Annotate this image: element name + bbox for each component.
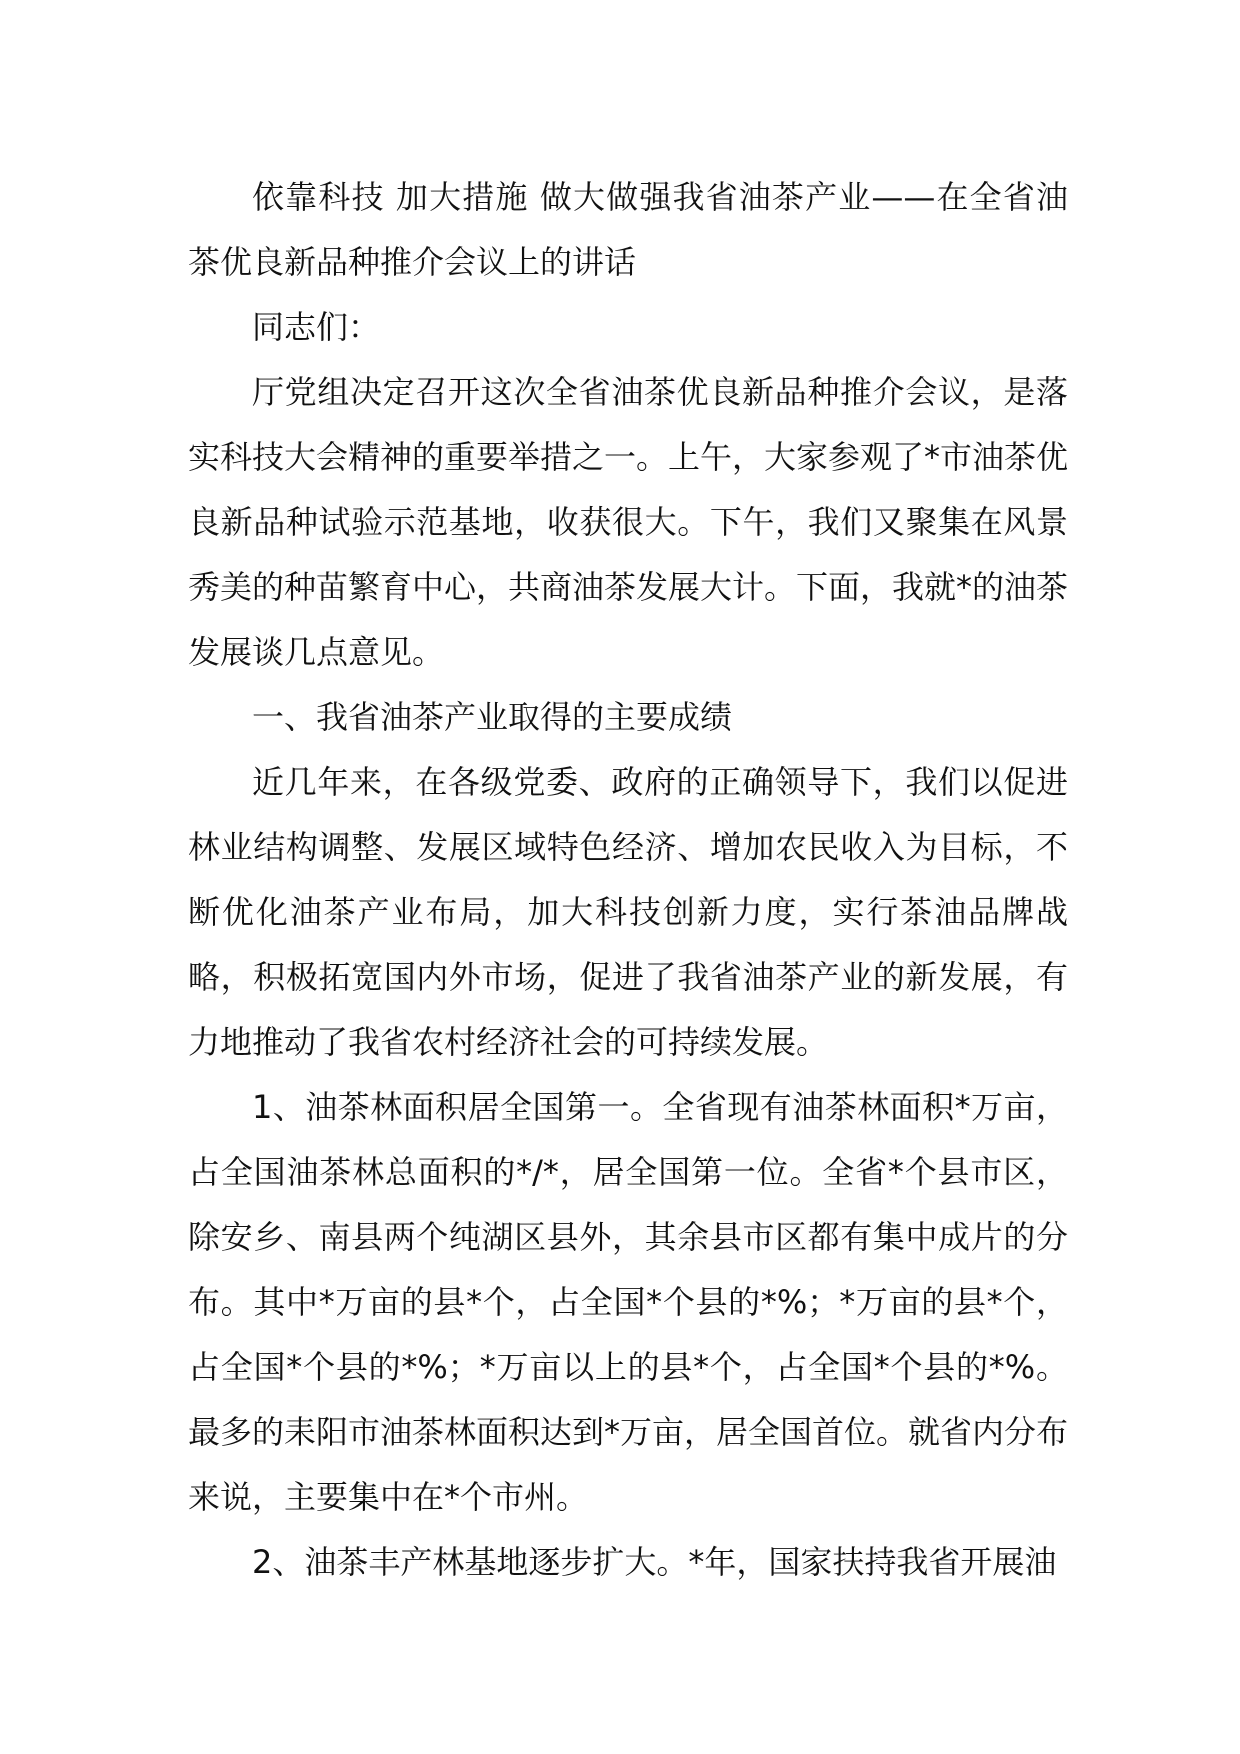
section-heading: 一、我省油茶产业取得的主要成绩 [252,698,733,736]
document-body [188,165,1068,1595]
document-title: 依靠科技 加大措施 做大做强我省油茶产业——在全省油茶优良新品种推介会议上的讲话 [188,178,1068,281]
section-intro-paragraph: 近几年来，在各级党委、政府的正确领导下，我们以促进林业结构调整、发展区域特色经济、增加农民收入为目标，不断优化油茶产业布局，加大科技创新力度，实行茶油品牌战略，积极拓宽国内外市场，促进了我省油茶产业的新发展，有力地推动了我省农村经济社会的可持续发展。 [188,763,1068,1061]
point-1-paragraph: 1、油茶林面积居全国第一。全省现有油茶林面积*万亩，占全国油茶林总面积的*/*，居全国第一位。全省*个县市区，除安乡、南县两个纯湖区县外，其余县市区都有集中成片的分布。其中*万亩的县*个，占全国*个县的*%；*万亩的县*个，占全国*个县的*%；*万亩以上的县*个，占全国*个县的*%。最多的耒阳市油茶林面积达到*万亩，居全国首位。就省内分布来说，主要集中在*个市州。 [188,1088,1069,1516]
point-2-paragraph: 2、油茶丰产林基地逐步扩大。*年，国家扶持我省开展油 [252,1543,1057,1581]
intro-paragraph: 厅党组决定召开这次全省油茶优良新品种推介会议，是落实科技大会精神的重要举措之一。上午，大家参观了*市油茶优良新品种试验示范基地，收获很大。下午，我们又聚集在风景秀美的种苗繁育中心，共商油茶发展大计。下面，我就*的油茶发展谈几点意见。 [188,373,1069,671]
salutation: 同志们： [252,308,381,346]
